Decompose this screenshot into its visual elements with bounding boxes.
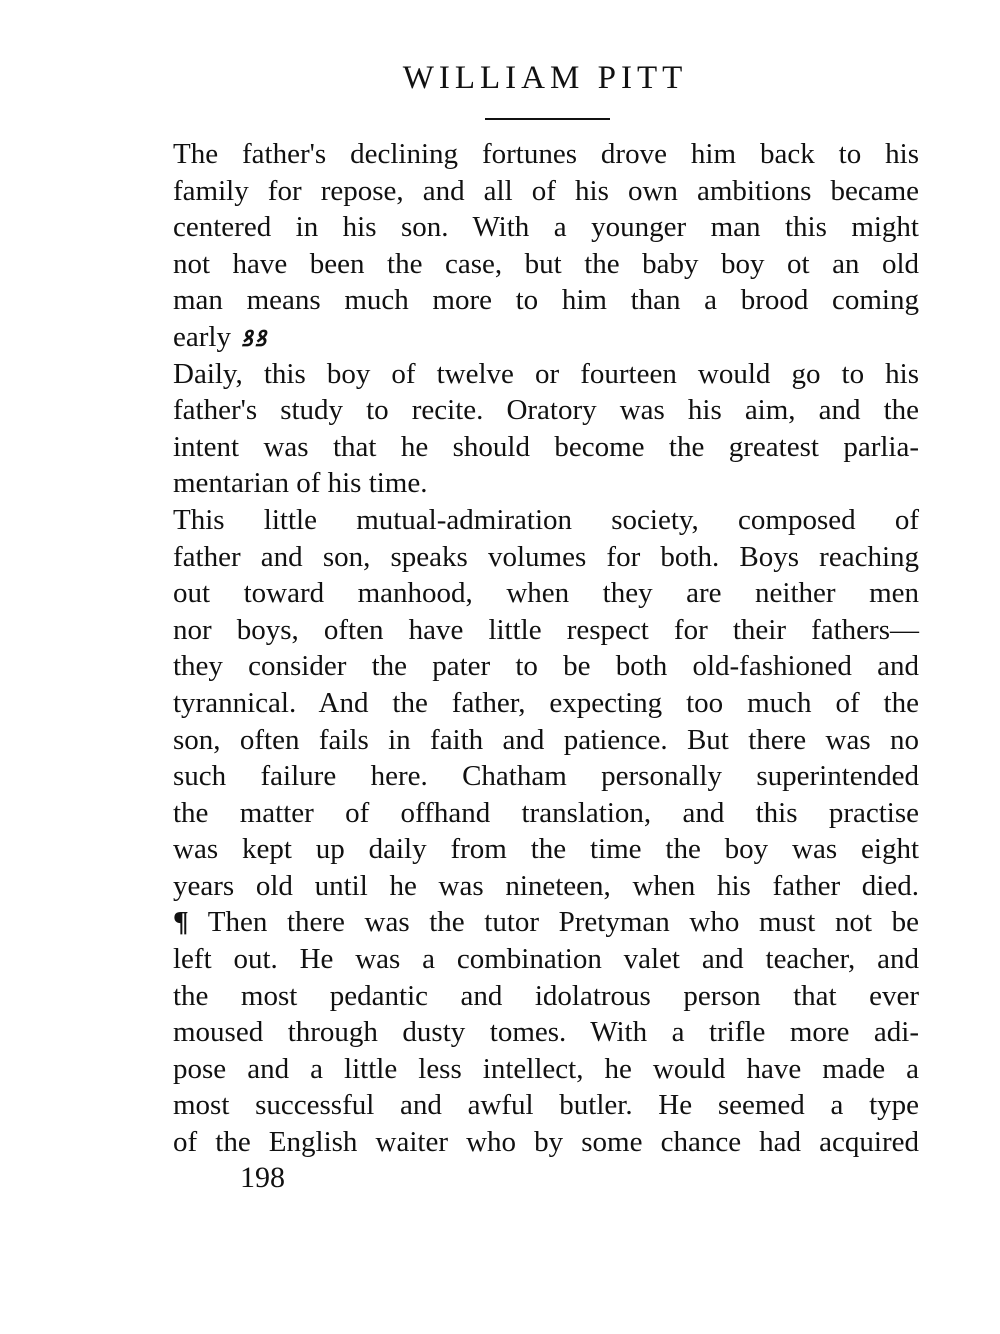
text-line: was kept up daily from the time the boy was eight — [173, 833, 919, 866]
text-line: they consider the pater to be both old-fashioned and — [173, 650, 919, 683]
text-line — [173, 904, 919, 941]
text-line — [173, 319, 919, 356]
text-line: years old until he was nineteen, when his father died. — [173, 869, 919, 902]
text-line-content: Then there was the tutor Pretyman who must not be — [207, 906, 919, 939]
text-line: moused through dusty tomes. With a trifle more adi- — [173, 1016, 919, 1049]
text-line: mentarian of his time. — [173, 467, 428, 500]
text-line: centered in his son. With a younger man this might — [173, 211, 919, 244]
text-line: father and son, speaks volumes for both. Boys reaching — [173, 540, 919, 573]
pilcrow-icon: ¶ — [173, 906, 189, 939]
page-number: 198 — [240, 1161, 285, 1194]
text-line: not have been the case, but the baby boy ot an old — [173, 247, 919, 280]
text-line: the most pedantic and idolatrous person that ever — [173, 979, 919, 1012]
body-text — [173, 136, 919, 1161]
text-line: tyrannical. And the father, expecting too much of the — [173, 686, 919, 719]
ornament-icon: ꝸꝸ — [240, 325, 269, 351]
text-line: This little mutual-admiration society, composed of — [173, 503, 919, 536]
text-line: father's study to recite. Oratory was his aim, and the — [173, 394, 919, 427]
text-line: out toward manhood, when they are neither men — [173, 577, 919, 610]
text-line: intent was that he should become the greatest parlia- — [173, 430, 919, 463]
text-line: the matter of offhand translation, and this practise — [173, 796, 919, 829]
text-line: man means much more to him than a brood coming — [173, 284, 919, 317]
text-line: of the English waiter who by some chance had acquired — [173, 1126, 919, 1159]
text-line: The father's declining fortunes drove him back to his — [173, 138, 919, 170]
text-line: family for repose, and all of his own ambitions became — [173, 174, 919, 207]
text-line: left out. He was a combination valet and teacher, and — [173, 943, 919, 976]
running-head: WILLIAM PITT — [402, 60, 688, 96]
header-rule — [485, 118, 610, 120]
text-line: Daily, this boy of twelve or fourteen would go to his — [173, 357, 919, 390]
text-line: nor boys, often have little respect for their fathers— — [173, 613, 919, 646]
text-line: most successful and awful butler. He seemed a type — [173, 1089, 919, 1122]
text-line: son, often fails in faith and patience. But there was no — [173, 723, 919, 756]
text-line: pose and a little less intellect, he would have made a — [173, 1052, 919, 1085]
text-line-content: early — [173, 320, 231, 353]
text-line: such failure here. Chatham personally superintended — [173, 760, 919, 793]
